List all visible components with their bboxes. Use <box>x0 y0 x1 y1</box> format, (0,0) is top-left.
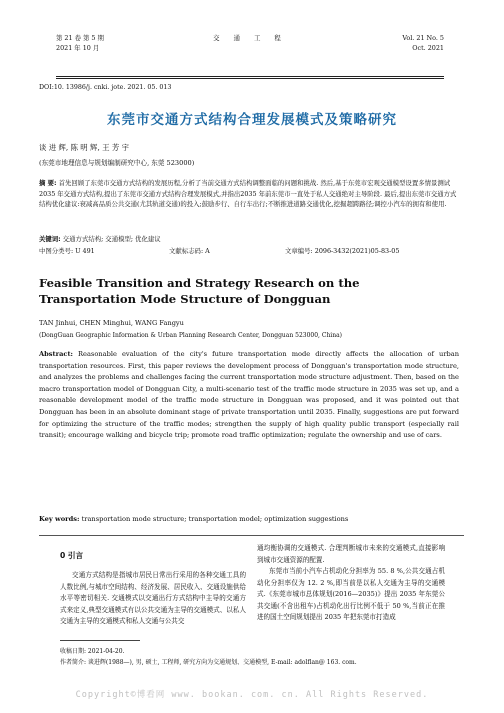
title-cn: 东莞市交通方式结构合理发展模式及策略研究 <box>107 112 397 128</box>
footnote-author-bio: 作者简介: 谈进辉(1988—), 男, 硕士, 工程师, 研究方向为交通规划、交通模型, E-mail: adolflan@ 163. com. <box>60 659 357 666</box>
affiliation-cn: (东莞市地理信息与规划编制研究中心, 东莞 523000) <box>39 159 195 167</box>
header-right <box>402 33 444 53</box>
header-rule-2 <box>56 78 444 79</box>
authors-cn: 谈 进 辉, 陈 明 辉, 王 芳 宇 <box>39 143 130 152</box>
intro-paragraph-1: 交通方式结构是指城市居民日常出行采用的各种交通工具的人数比例,与城市空间结构、经济发展、居民收入、交通设施供给水平等密切相关. 交通模式以交通出行方式结构中主导的交通方式来定义,典型交通模式有以公共交通为主导的交通模式、以私人交通为主导的交通模式和私人交通与公共交 <box>60 571 246 625</box>
abstract-separator <box>39 535 464 536</box>
intro-paragraph-2: 东莞市当前小汽车占机动化分担率为 55. 8 %,公共交通占机动化分担率仅为 12. 2 %,即当前是以私人交通为主导的交通模式.《东莞市城市总体规划(2016—2035)》提出 2035 年东莞公共交通(不含出租车)占机动化出行比例不低于 50 %,当前正在推进的国土空间规划提出 2035 年把东莞市打造成 <box>257 567 445 621</box>
keywords-en <box>39 515 348 523</box>
keywords-cn-label: 关键词: <box>39 235 61 243</box>
affiliation-en: (DongGuan Geographic Information & Urban Planning Research Center, Dongguan 523000, China) <box>39 332 343 339</box>
section-heading: 0 引言 <box>60 551 84 560</box>
keywords-cn <box>39 234 161 243</box>
article-number: 文章编号: 2096-3432(2021)05-83-05 <box>285 247 400 255</box>
footnote-rule <box>60 640 140 641</box>
date-cn: 2021 年 10 月 <box>56 44 100 52</box>
keywords-en-label: Key words: <box>39 515 80 523</box>
authors-en: TAN Jinhui, CHEN Minghui, WANG Fangyu <box>39 319 184 327</box>
keywords-cn-text: 交通方式结构; 交通模型; 优化建议 <box>62 235 161 243</box>
intro-continuation: 通均衡协调的交通模式. 合理判断城市未来的交通模式,直接影响到城市交通资源的配置. <box>257 544 445 564</box>
abstract-cn-label: 摘 要: <box>39 179 57 187</box>
copyright-watermark: Copyright©博看网 www. bookan. com. cn. All Rights Reserved. <box>75 690 429 700</box>
abstract-cn-text: 首先回顾了东莞市交通方式结构的发展历程,分析了当前交通方式结构调整面临的问题和挑战. 然后,基于东莞市宏观交通模型设置多情景测试 2035 年交通方式结构,提出了东莞市交通方式结构合理发展模式,并指出2035 年前东莞市一直处于私人交通绝对主导阶段. 最后,提出东莞市交通方式结构优化建议:衰减高品质公共交通(尤其轨道交通)的投入;鼓励步行、自行车出行;不断推进道路交通优化,挖掘超跨路径;调控小汽车的拥有和使用. <box>39 179 457 208</box>
abstract-en <box>39 349 459 442</box>
date-en: Oct. 2021 <box>412 44 444 52</box>
vol-en: Vol. 21 No. 5 <box>402 34 444 42</box>
doi: DOI:10. 13986/j. cnki. jote. 2021. 05. 013 <box>39 84 172 91</box>
journal-name: 交 通 工 程 <box>213 34 287 42</box>
issue-cn: 第 21 卷 第 5 期 <box>56 34 104 42</box>
abstract-en-text: Reasonable evaluation of the city's future transportation mode directly affects the allocation of urban transportation resources. First, this paper reviews the development process of Dongguan's transportation mode structure, and analyzes the problems and challenges facing the current transportation mode structure adjustment. Then, based on the macro transportation model of Dongguan City, a multi-scenario test of the traffic mode structure in 2035 was set up, and a reasonable development model of the traffic mode structure in Dongguan was proposed, and it was pointed out that Dongguan has been in an absolute dominant stage of private transportation until 2035. Finally, suggestions are put forward for optimizing the structure of the traffic modes; strengthen the supply of high quality public transport (especially rail transit); encourage walking and bicycle trip; promote road traffic optimization; regulate the ownership and use of cars. <box>39 350 459 440</box>
abstract-en-label: Abstract: <box>39 350 73 358</box>
keywords-en-text: transportation mode structure; transportation model; optimization suggestions <box>81 515 349 523</box>
document-code: 文献标志码: A <box>169 247 210 255</box>
clc-number: 中图分类号: U 491 <box>39 247 95 255</box>
running-header <box>56 33 444 59</box>
abstract-cn <box>39 178 459 210</box>
header-rule <box>56 76 444 77</box>
footnote-received: 收稿日期: 2021-04-20. <box>60 648 125 655</box>
title-en: Feasible Transition and Strategy Research on the Transportation Mode Structure of Dongguan <box>39 276 360 306</box>
right-column <box>257 543 445 624</box>
